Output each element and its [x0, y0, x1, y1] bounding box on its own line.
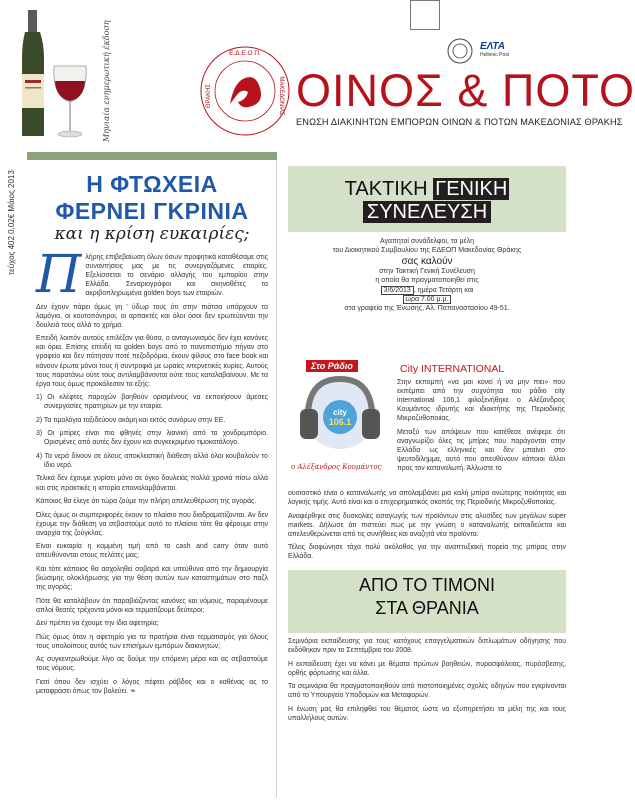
radio-headphones-illustration: [288, 357, 392, 457]
paragraph: ουσιαστικό είναι ο καταναλωτής να απολαμβάνει μια καλή μπίρα ανώτερης ποιότητας και λογικής τιμής. Αυτό είναι και ο επιχειρηματικός σκοπός της Περιοδικής Μικροζυθοποιίας.: [288, 490, 566, 507]
paragraph: Κάποιος θα έλεγε ότι τώρα ζούμε την πλήρη απελευθέρωση της αγοράς.: [36, 498, 257, 506]
list-item: 2) Τα τιμολόγια ταξιδεύουν ακόμη και εκτός συνόρων στην ΕΕ.: [36, 416, 226, 424]
driver-training-title-line-1: ΑΠΟ ΤΟ ΤΙΜΟΝΙ: [358, 575, 496, 595]
publisher-stamp-logo: [410, 0, 440, 30]
paragraph: Πότε θα καταλάβουν ότι παραβιάζοντας κανόνες και νόμους, παραμένουμε απλοί θεατές τρέχοντα μόνοι και τερματίζουμε δεύτεροι;: [36, 597, 268, 614]
elta-post-logo: ΕΛΤΑ Hellenic Post: [480, 41, 510, 58]
association-seal-logo: [198, 44, 292, 138]
paragraph: Δεν πρέπει να έχουμε την ίδια αφετηρία;: [36, 620, 159, 628]
driver-training-body: [288, 637, 566, 727]
editorial-headline-line-2: ΦΕΡΝΕΙ ΓΚΡΙΝΙΑ: [55, 198, 249, 224]
paragraph: Στην εκπομπή «να μαι κονεί ή να μην πιει» που εκπέμπει από την συχνότητα του ράδιο city international 106,1 φιλοξενήθηκε ο Αλέξανδρος Κουμάντος ιδρυτής και ιδιοκτήτης της Περιοδικής Μικροζυθοποιίας.: [397, 379, 565, 423]
paragraph: Η εκπαίδευση έχει να κάνει με θέματα πρώτων βοηθειών, πυρασφάλειας, πυρόσβεσης, ορθής φόρτωσης και άλλα.: [288, 660, 566, 677]
paragraph: Επειδή λοιπόν αυτούς επιλέξαν για θύσα, ο ανταγωνισμός δεν έχει κανόνες και όρια. Επίσης επειδή τα golden boys από το πανεπιστήμιο πήγαν στο γραφείο και δεν πάτησαν ποτέ πεζοδρόμια, έκουν φίλους στο face book και κάνουν έρωτα μόνοι τους ή συντροφιά με ωραίες ιντερνετικές κυρίες. Αυτούς τους παρατάνω ούτε τους αντιλαμβάνονται ούτε τους καταλαβαίνουν. Με τα έργα τους όμως προκάλεσαν τα εξής:: [36, 335, 268, 388]
general-assembly-title-line-1: ΤΑΚΤΙΚΗ ΓΕΝΙΚΗ: [344, 178, 508, 200]
paragraph: Γιατί όπου δεν ισχύει ο λόγος πέφτει ράβδος και ο καθένας ας το μεταφράσει όπως τον βολεύει. ❧: [36, 678, 268, 695]
end-of-article-mark: ❧: [130, 687, 136, 695]
svg-text:Ε.Δ.Ε.Ο.Π.: Ε.Δ.Ε.Ο.Π.: [229, 50, 261, 57]
city-international-body-continued: [288, 489, 566, 566]
general-assembly-title-line-2: ΣΥΝΕΛΕΥΣΗ: [288, 201, 566, 224]
paragraph: Σεμινάρια εκπαίδευσης για τους κατόχους επαγγελματικών διπλωμάτων οδήγησης που εκδόθηκαν πριν το Σεπτέμβριο του 2008.: [288, 638, 566, 655]
svg-text:106.1: 106.1: [328, 417, 352, 427]
circular-badge-logo: [447, 38, 473, 64]
city-international-body: [397, 378, 565, 477]
svg-text:ΘΡΑΚΗΣ: ΘΡΑΚΗΣ: [206, 83, 212, 109]
column-top-band: [27, 152, 277, 160]
driver-training-title-line-2: ΣΤΑ ΘΡΑΝΙΑ: [375, 598, 479, 618]
newsletter-title: ΟΙΝΟΣ & ΠΟΤΟ: [296, 65, 635, 116]
paragraph: Πλήρης επιβεβαίωση όλων όσων προφητικά καταθέσαμε στις συναντήσεις μας με τις συνεργαζόμενες εταιρίες. Εξελίσσεται το σενάριο αλλαγής του εμπορίου στην Ελλάδα. Σεναριογράφοι και σκηνοθέτες τα ακριβοπληρωμένα golden boys των εταιριών.: [36, 245, 268, 305]
paragraph: Μεταξύ των απόψεων που κατέθεσε ανέφερε ότι αναγνωρίζει όλες τις μπίρες που παράγονται στην Ελλάδα ως ελληνικές και δεν μπαίνει στο ψευτοδίλημμα, αυτό που απευθύνουν κάποιοι άλλοι προς τον καταναλωτή. Άλλωστε το: [397, 428, 565, 472]
city-international-title: City INTERNATIONAL: [400, 363, 505, 375]
paragraph: Τέλος διαφώνησε τάχα πολύ ακόλοθος για την αναπτυξιακή πορεία της μπίρας στην Ελλάδα.: [288, 544, 566, 561]
general-assembly-invitation: Αγαπητοί συνάδελφοι, τα μέλη του Διοικητικού Συμβουλίου της ΕΔΕΟΠ Μακεδονίας Θράκης σας καλούν στην Τακτική Γενική Συνέλευση η οποία θα πραγματοποιηθεί στις 3/6/2013 , ημέρα Τετάρτη και ώρα 7.00 μ.μ. στα γραφεία της Ένωσης, Αλ. Παπαναστασίου 49-51.: [332, 238, 522, 313]
svg-text:ΜΑΚΕΔΟΝΙΑΣ: ΜΑΚΕΔΟΝΙΑΣ: [278, 76, 284, 116]
svg-text:city: city: [333, 408, 347, 417]
paragraph: Όλες όμως οι συμπεριφορές έκουν το πλαίσιο που διαδραματίζονται. Αν δεν έχουμε την διάθεση να σεβαστούμε αυτό το πλαίσιο τότε θα φέρουμε στην αναρχία της ζούγκλας.: [36, 511, 268, 537]
masthead: [0, 0, 635, 152]
wine-bottle-and-glass-illustration: [8, 6, 100, 144]
issue-info: τεύχος 402 0,02€ Μάιος 2013: [7, 170, 16, 275]
paragraph: Και τότε κάποιος θα ασχοληθεί σοβαρά και υπεύθυνα από την δημιουργία βιώσιμης ολοκλήρωσης για την θέση αυτών των καταστημάτων στο παζλ της αγοράς;: [36, 565, 268, 591]
paragraph: Είναι ευκαιρία η κομμένη τιμή από το cash and carry όταν αυτά απευθύνονται στους πελάτες μας;: [36, 543, 268, 560]
drop-cap: Π: [36, 245, 82, 305]
paragraph: Δεν έχουν πάρει όμως γη ' ύδωρ τους ότι στην πιάτσα υπάρχουν τα λαμόγια, οι κουτοπόνηροι, οι αρπακτές και όλοι όσοι δεν ερωτεύονται την δουλειά τους αλλά το χρήμα.: [36, 303, 268, 329]
editorial-headline-line-1: Η ΦΤΩΧΕΙΑ: [86, 171, 218, 197]
publication-type-caption: Μηνιαία ενημερωτική έκδοση: [102, 20, 111, 142]
list-item: 1) Οι κλέφτες παροχών βοηθούν ορισμένους να εκποιήσουν άμεσες συνεργασίες πρατηρίων με την εταιρία.: [36, 394, 268, 411]
list-item: 4) Τα νερά δίνουν σε όλους αποκλειστική διάθεση αλλά όλοι κουβαλούν το ίδιο νερό.: [36, 452, 268, 469]
on-the-radio-label: Στο Ράδιο: [306, 360, 358, 372]
paragraph: Ας συγκεντρωθούμε λίγο ας δούμε την επόμενη μέρα και ας σεβαστούμε τους νόμους.: [36, 656, 268, 673]
association-name: ΕΝΩΣΗ ΔΙΑΚΙΝΗΤΩΝ ΕΜΠΟΡΩΝ ΟΙΝΩΝ & ΠΟΤΩΝ ΜΑΚΕΔΟΝΙΑΣ ΘΡΑΚΗΣ: [296, 117, 623, 127]
paragraph: Πώς όμως όταν η αφετηρία για τα πρατήρια είναι τερματισμός για όλους τους υπολοίπους αυτός των επισήμων εμπόρων διακινητών;: [36, 633, 268, 650]
radio-photo-caption: ο Αλέξανδρος Κουμάντος: [291, 463, 382, 471]
paragraph: Τα σεμινάρια θα πραγματοποιηθούν από πιστοποιημένες σχολές οδηγών που εγκρίνονται από το Υπουργείο Υποδομών και Μεταφορών.: [288, 683, 566, 700]
paragraph: Τελικά δεν έχουμε γυρίσει μόνο σε όγκο δουλειάς πολλά χρονιά πίσω αλλά και στις πρακτικές η ιστορία επαναλαμβάνεται.: [36, 475, 268, 492]
paragraph: Η ένωση μας θα επιληφθεί του θέματος ώστε να εξυπηρετήσει τα μέλη της και τους υπαλλήλους αυτών.: [288, 705, 566, 722]
editorial-subheadline: και η κρίση ευκαιρίες;: [54, 224, 250, 244]
list-item: 3) Οι μπίρες είναι πιο φθηνές στην λιανική από το χονδρεμπόριο. Ορισμένες από αυτές δεν έχουν και συγκεκριμένο τιμοκατάλογο.: [36, 430, 268, 447]
paragraph: Αναφέρθηκε στις δυσκολίες εισαγωγής των προϊόντων στις αλυσίδες των μεγάλων super markets. Δήλωσε ότι πιστεύει πως με την γνώση ο καταναλωτής εκπαιδεύεται και απελευθερώνεται από τις συνήθειες και αναζητά νέα προϊόντα.: [288, 512, 566, 538]
editorial-body: [36, 245, 268, 700]
